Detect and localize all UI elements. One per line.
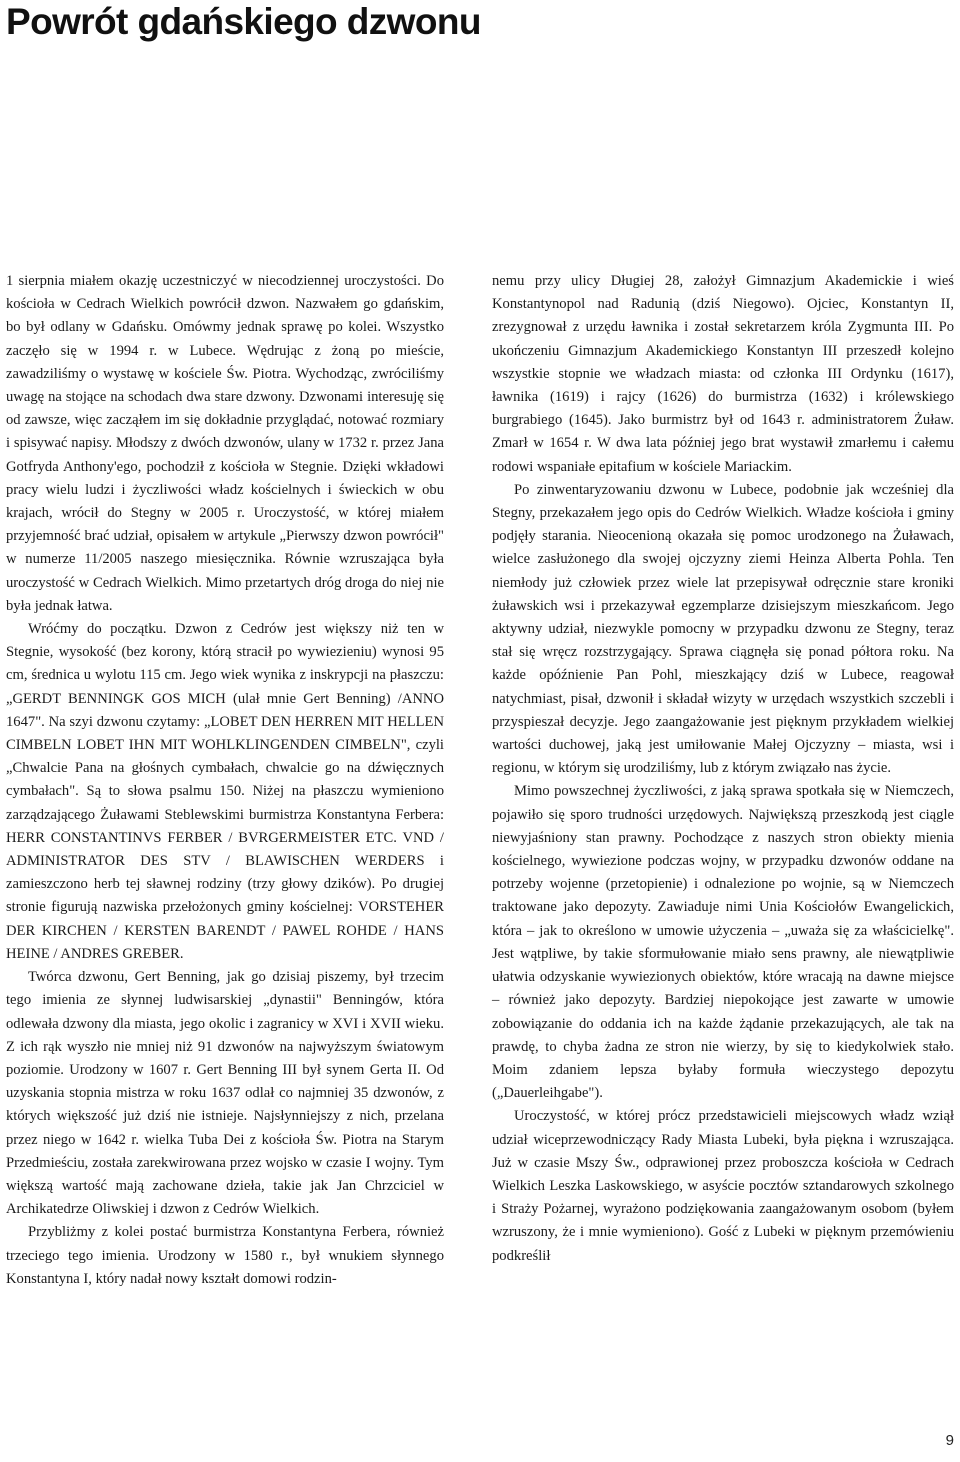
paragraph: Wróćmy do początku. Dzwon z Cedrów jest większy niż ten w Stegnie, wysokość (bez korony, którą stracił po wywiezieniu) wynosi 95 cm, średnica u wylotu 115 cm. Jego wiek wynika z inskrypcji na płaszczu: „GERDT BENNINGK GOS MICH (ulał mnie Gert Benning) /ANNO 1647". Na szyi dzwonu czytamy: „LOBET DEN HERREN MIT HELLEN CIMBELN LOBET IHN MIT WOHLKLINGENDEN CIMBELN", czyli „Chwalcie Pana na głośnych cymbałach, chwalcie go na dźwięcznych cymbałach". Są to słowa psalmu 150. Niżej na płaszczu wymieniono zarządzającego Żuławami Steblewskimi burmistrza Konstantyna Ferbera: HERR CONSTANTINVS FERBER / BVRGERMEISTER ETC. VND / ADMINISTRATOR DES STV / BLAWISCHEN WERDERS i zamieszczono herb tej sławnej rodziny (trzy głowy dzików). Po drugiej stronie figurują nazwiska przełożonych gminy kościelnej: VORSTEHER DER KIRCHEN / KERSTEN BARENDT / PAWEL ROHDE / HANS HEINE / ANDRES GREBER. (6, 621, 444, 962)
paragraph: Przybliżmy z kolei postać burmistrza Konstantyna Ferbera, również trzeciego tego imienia. Urodzony w 1580 r., był wnukiem słynnego Konstantyna I, który nadał nowy kształt domowi rodzin- (6, 1224, 444, 1287)
article-title: Powrót gdańskiego dzwonu (6, 1, 481, 42)
paragraph: Uroczystość, w której prócz przedstawicieli miejscowych władz wziął udział wiceprzewodniczący Rady Miasta Lubeki, była piękna i wzruszająca. Już w czasie Mszy Św., odprawionej przez proboszcza kościoła w Cedrach Wielkich Leszka Laskowskiego, w asyście pocztów sztandarowych szkolnego i Straży Pożarnej, wyrażono podziękowania zaangażowanym osobom (byłem wzruszony, że i mnie wymieniono). Gość z Lubeki w pięknym przemówieniu podkreślił (492, 1108, 954, 1264)
paragraph: Mimo powszechnej życzliwości, z jaką sprawa spotkała się w Niemczech, pojawiło się sporo trudności urzędowych. Największą przeszkodą jest ciągle niewyjaśniony stan prawny. Pochodzące z naszych stron obiekty mienia kościelnego, wywiezione podczas wojny, w przypadku dzwonów oddane na potrzeby wojenne (przetopienie) i odnalezione po wojnie, są w Niemczech traktowane jako depozyty. Zawiaduje nimi Unia Kościołów Ewangelickich, która – jak to określono w umowie użyczenia – „uważa się za właścicielkę". Jest wątpliwe, by takie sformułowanie miało sens prawny, ale niewątpliwie ułatwia odzyskanie wywiezionych obiektów, które wracają na dawne miejsce – również jako depozyty. Bardziej niepokojące jest zawarte w umowie zobowiązanie do oddania ich na każde żądanie przekazujących, ale tak na prawdę, to chyba żadna ze stron nie wierzy, by się to kiedykolwiek stało. Moim zdaniem lepsza byłaby formuła wieczystego depozytu („Dauerleihgabe"). (492, 783, 954, 1102)
page-number: 9 (945, 1432, 954, 1449)
paragraph: Twórca dzwonu, Gert Benning, jak go dzisiaj piszemy, był trzecim tego imienia ze słynnej ludwisarskiej „dynastii" Benningów, która odlewała dzwony dla miasta, jego okolic i zagranicy w XVI i XVII wieku. Z ich rąk wyszło nie mniej niż 91 dzwonów na najwyższym światowym poziomie. Urodzony w 1607 r. Gert Benning III był synem Gerta II. Od uzyskania stopnia mistrza w roku 1637 odlał co najmniej 35 dzwonów, z których większość już dziś nie istnieje. Najsłynniejszy z nich, przelana przez niego w 1642 r. wielka Tuba Dei z kościoła Św. Piotra na Starym Przedmieściu, została zarekwirowana przez wojsko w czasie I wojny. Tym większą wartość mają zachowane dzieła, takie jak Jan Chrzciciel w Archikatedrze Oliwskiej i dzwon z Cedrów Wielkich. (6, 969, 444, 1218)
paragraph: nemu przy ulicy Długiej 28, założył Gimnazjum Akademickie i wieś Konstantynopol nad Radunią (dziś Niegowo). Ojciec, Konstantyn II, zrezygnował z urzędu ławnika i został sekretarzem króla Zygmunta III. Po ukończeniu Gimnazjum Akademickiego Konstantyn III przeszedł kolejno wszystkie stopnie we władzach miasta: od członka III Ordynku (1617), ławnika (1619) i rajcy (1626) do burmistrza (1632) i królewskiego burgrabiego (1645). Jako burmistrz był od 1643 r. administratorem Żuław. Zmarł w 1654 r. W dwa lata później jego brat wystawił zmarłemu i całemu rodowi wspaniałe epitafium w kościele Mariackim. (492, 273, 954, 475)
paragraph: Po zinwentaryzowaniu dzwonu w Lubece, podobnie jak wcześniej dla Stegny, przekazałem jego opis do Cedrów Wielkich. Władze kościoła i gminy podjęły starania. Nieocenioną okazała się pomoc urodzonego na Żuławach, wielce zasłużonego dla swojej ojczyzny ziemi Heinza Alberta Pohla. Ten niemłody już człowiek przez wiele lat przepisywał odręcznie stare kroniki żuławskich wsi i przekazywał egzemplarze dzisiejszym mieszkańcom. Jego aktywny udział, niezwykle pomocny w przypadku dzwonu ze Stegny, teraz stał się wręcz rozstrzygający. Sprawa ciągnęła się ponad półtora roku. Na każde opóźnienie Pan Pohl, mieszkający dziś w Lubece, reagował natychmiast, pisał, dzwonił i składał wizyty w urzędach wszystkich szczebli i przyspieszał decyzje. Jego zaangażowanie jest pięknym przykładem wielkiej wartości duchowej, jaką jest umiłowanie Małej Ojczyzny – miasta, wsi i regionu, w którym się urodziliśmy, lub z którym związało nas życie. (492, 481, 954, 777)
left-text-column (6, 270, 444, 1291)
right-text-column (492, 270, 954, 1268)
paragraph: 1 sierpnia miałem okazję uczestniczyć w niecodziennej uroczystości. Do kościoła w Cedrach Wielkich powrócił dzwon. Nazwałem go gdańskim, bo był odlany w Gdańsku. Omówmy jednak sprawę po kolei. Wszystko zaczęło się w 1994 r. w Lubece. Wędrując z żoną po mieście, zawadziliśmy o wystawę w kościele Św. Piotra. Wychodząc, zwróciliśmy uwagę na stojące na schodach dwa stare dzwony. Dzwonami interesuję się od zawsze, więc zacząłem im się dokładnie przyglądać, notować rozmiary i spisywać napisy. Młodszy z dwóch dzwonów, ulany w 1732 r. przez Jana Gotfryda Anthony'ego, pochodził z kościoła w Stegnie. Dzięki wkładowi pracy wielu ludzi i życzliwości władz kościelnych i świeckich w obu krajach, wrócił do Stegny w 2005 r. Uroczystość, w której miałem przyjemność brać udział, opisałem w artykule „Pierwszy dzwon powrócił" w numerze 11/2005 naszego miesięcznika. Równie wzruszająca była uroczystość w Cedrach Wielkich. Mimo przetartych dróg droga do niej nie była jednak łatwa. (6, 273, 444, 614)
